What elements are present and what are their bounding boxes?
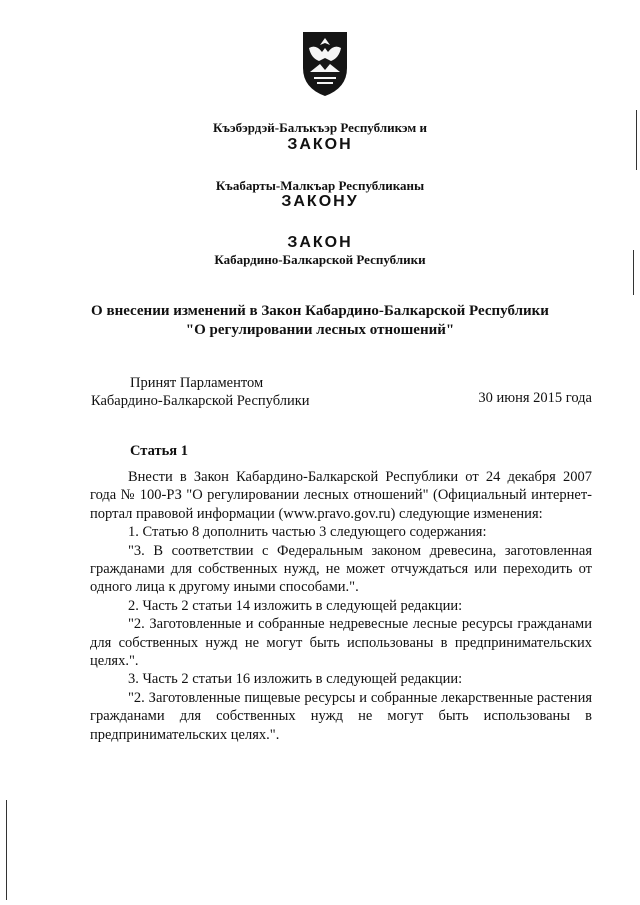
article-heading: Статья 1	[130, 443, 188, 459]
paragraph: 3. Часть 2 статьи 16 изложить в следующей редакции:	[128, 671, 463, 688]
header-russian-zakon: ЗАКОН	[287, 234, 353, 251]
law-title-line-1: О внесении изменений в Закон Кабардино-Балкарской Республики	[91, 303, 549, 319]
paragraph: "2. Заготовленные пищевые ресурсы и собранные лекарственные растения гражданами для собственных нужд не могут быть использованы в предпринимательских целях.".	[90, 689, 592, 743]
adoption-date: 30 июня 2015 года	[478, 390, 592, 406]
paragraph: 2. Часть 2 статьи 14 изложить в следующей редакции:	[128, 597, 463, 614]
coat-of-arms-icon	[300, 28, 350, 98]
article-body	[90, 468, 592, 744]
header-kabardian-zakon: ЗАКОН	[287, 136, 353, 153]
scan-edge-mark	[633, 250, 634, 295]
header-kabardian-line: Къэбэрдэй-Балъкъэр Республикэм и	[212, 120, 428, 135]
adoption-line-1: Принят Парламентом	[130, 375, 264, 391]
header-russian-line: Кабардино-Балкарской Республики	[214, 252, 426, 267]
paragraph: "3. В соответствии с Федеральным законом древесина, заготовленная гражданами для собственных нужд, не может отчуждаться или переходить от одного лица к другому иными способами.".	[90, 542, 592, 596]
scan-edge-mark	[6, 800, 7, 900]
adoption-line-2: Кабардино-Балкарской Республики	[91, 393, 310, 409]
scan-edge-mark	[636, 110, 637, 170]
header-balkar-zakon: ЗАКОНУ	[281, 193, 359, 210]
law-title-line-2: "О регулировании лесных отношений"	[185, 322, 455, 338]
paragraph: Внести в Закон Кабардино-Балкарской Республики от 24 декабря 2007 года № 100-РЗ "О регулировании лесных отношений" (Официальный интернет-портал правовой информации (www.pravo.gov.ru) следующие изменения:	[90, 469, 592, 522]
header-balkar-line: Къабарты-Малкъар Республиканы	[215, 178, 425, 193]
law-title	[0, 302, 640, 340]
paragraph: "2. Заготовленные и собранные недревесные лесные ресурсы гражданами для собственных нужд не могут быть использованы в предпринимательских целях.".	[90, 616, 592, 670]
paragraph: 1. Статью 8 дополнить частью 3 следующего содержания:	[128, 524, 487, 541]
adoption-block	[91, 374, 310, 410]
